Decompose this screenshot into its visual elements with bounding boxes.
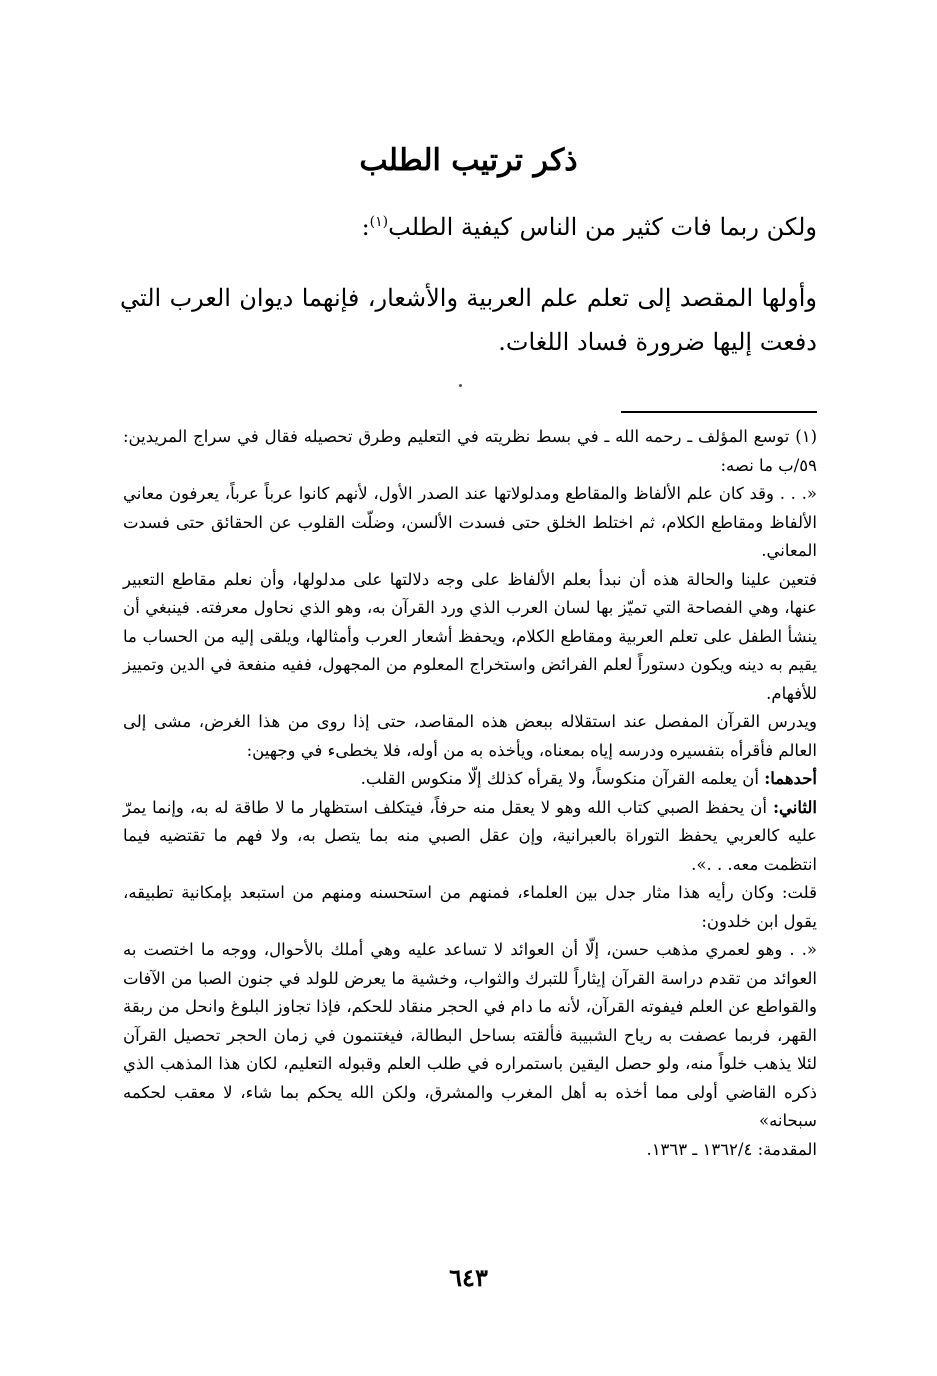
footnote-citation: المقدمة: ١٣٦٢/٤ ـ ١٣٦٣. xyxy=(646,1139,817,1159)
footnote-paragraph-7: قلت: وكان رأيه هذا مثار جدل بين العلماء، فمنهم من استحسنه ومنهم من استبعد بإمكانية تطبيقه، يقول ابن خلدون: xyxy=(123,883,817,931)
first-point-label: أحدهما: xyxy=(764,769,817,788)
footnote-paragraph-2: «. . . وقد كان علم الألفاظ والمقاطع ومدلولاتها عند الصدر الأول، لأنهم كانوا عرباً عرباً، يعرفون معاني الألفاظ ومقاطع الكلام، ثم اختلط الخلق حتى فسدت الألسن، وضلّت القلوب عن الحقائق حتى فسدت المعاني. xyxy=(123,484,817,560)
body-paragraph: وأولها المقصد إلى تعلم علم العربية والأشعار، فإنهما ديوان العرب التي دفعت إليها ضرورة فساد اللغات. xyxy=(120,284,817,356)
second-point-text: أن يحفظ الصبي كتاب الله وهو لا يعقل منه حرفاً، فيتكلف استظهار ما لا طاقة له به، وإنما يمرّ عليه كالعربي يحفظ التوراة بالعبرانية، وإن عقل الصبي منه بما يتصل به، ولا فهم ما تقتضيه فيما انتظمت معه. . .». xyxy=(123,797,817,874)
footnote-block xyxy=(123,423,817,1164)
first-point-text: أن يعلمه القرآن منكوساً، ولا يقرأه كذلك إلّا منكوس القلب. xyxy=(360,769,759,788)
footnote-paragraph-4: ويدرس القرآن المفصل عند استقلاله ببعض هذه المقاصد، حتى إذا روى من هذا الغرض، مشى إلى العالم فأقرأه بتفسيره ودرسه إياه بمعناه، ويأخذه به من أوله، فلا يخطىء في وجهين: xyxy=(123,712,817,760)
intro-text: ولكن ربما فات كثير من الناس كيفية الطلب xyxy=(388,213,817,241)
stray-dot xyxy=(459,384,462,387)
footnote-reference: (١) xyxy=(369,214,389,230)
footnote-paragraph-6 xyxy=(123,794,817,880)
footnote-separator xyxy=(621,411,817,413)
footnote-paragraph-5 xyxy=(123,765,817,794)
section-heading: ذكر ترتيب الطلب xyxy=(359,143,578,178)
intro-colon: : xyxy=(361,213,370,241)
page-number: ٦٤٣ xyxy=(449,1263,488,1292)
second-point-label: الثاني: xyxy=(772,797,817,817)
footnote-paragraph-1: (١) توسع المؤلف ـ رحمه الله ـ في بسط نظريته في التعليم وطرق تحصيله فقال في سراج المريدين: ٥٩/ب ما نصه: xyxy=(123,427,817,475)
footnote-paragraph-3: فتعين علينا والحالة هذه أن نبدأ بعلم الألفاظ على وجه دلالتها على مدلولها، وأن نعلم مقاطع التعبير عنها، وهي الفصاحة التي تميّز بها لسان العرب الذي ورد القرآن به، وهو الذي نحاول معرفته. فينبغي أن ينشأ الطفل على تعلم العربية ومقاطع الكلام، ويحفظ أشعار العرب وأمثالها، ويلقى إليه من الحساب ما يقيم به دينه ويكون دستوراً لعلم الفرائض واستخراج المعلوم من المجهول، ففيه منفعة في الدين وتمييز للأفهام. xyxy=(123,569,818,703)
footnote-paragraph-8: «. . وهو لعمري مذهب حسن، إلّا أن العوائد لا تساعد عليه وهي أملك بالأحوال، ووجه ما اختصت به العوائد من تقدم دراسة القرآن إيثاراً للتبرك والثواب، وخشية ما يعرض للولد في جنون الصبا من الآفات والقواطع عن العلم فيفوته القرآن، لأنه ما دام في الحجر منقاد للحكم، فإذا تجاوز البلوغ وانحل من ربقة القهر، فربما عصفت به رياح الشبيبة فألقته بساحل البطالة، فيغتنمون في زمان الحجر تحصيل القرآن لئلا يذهب خلواً منه، ولو حصل اليقين باستمراره في طلب العلم وقبوله التعليم، لكان هذا المذهب الذي ذكره القاضي أولى مما أخذه به أهل المغرب والمشرق، ولكن الله يحكم بما شاء، لا معقب لحكمه سبحانه» xyxy=(123,940,817,1130)
intro-line xyxy=(120,207,817,247)
